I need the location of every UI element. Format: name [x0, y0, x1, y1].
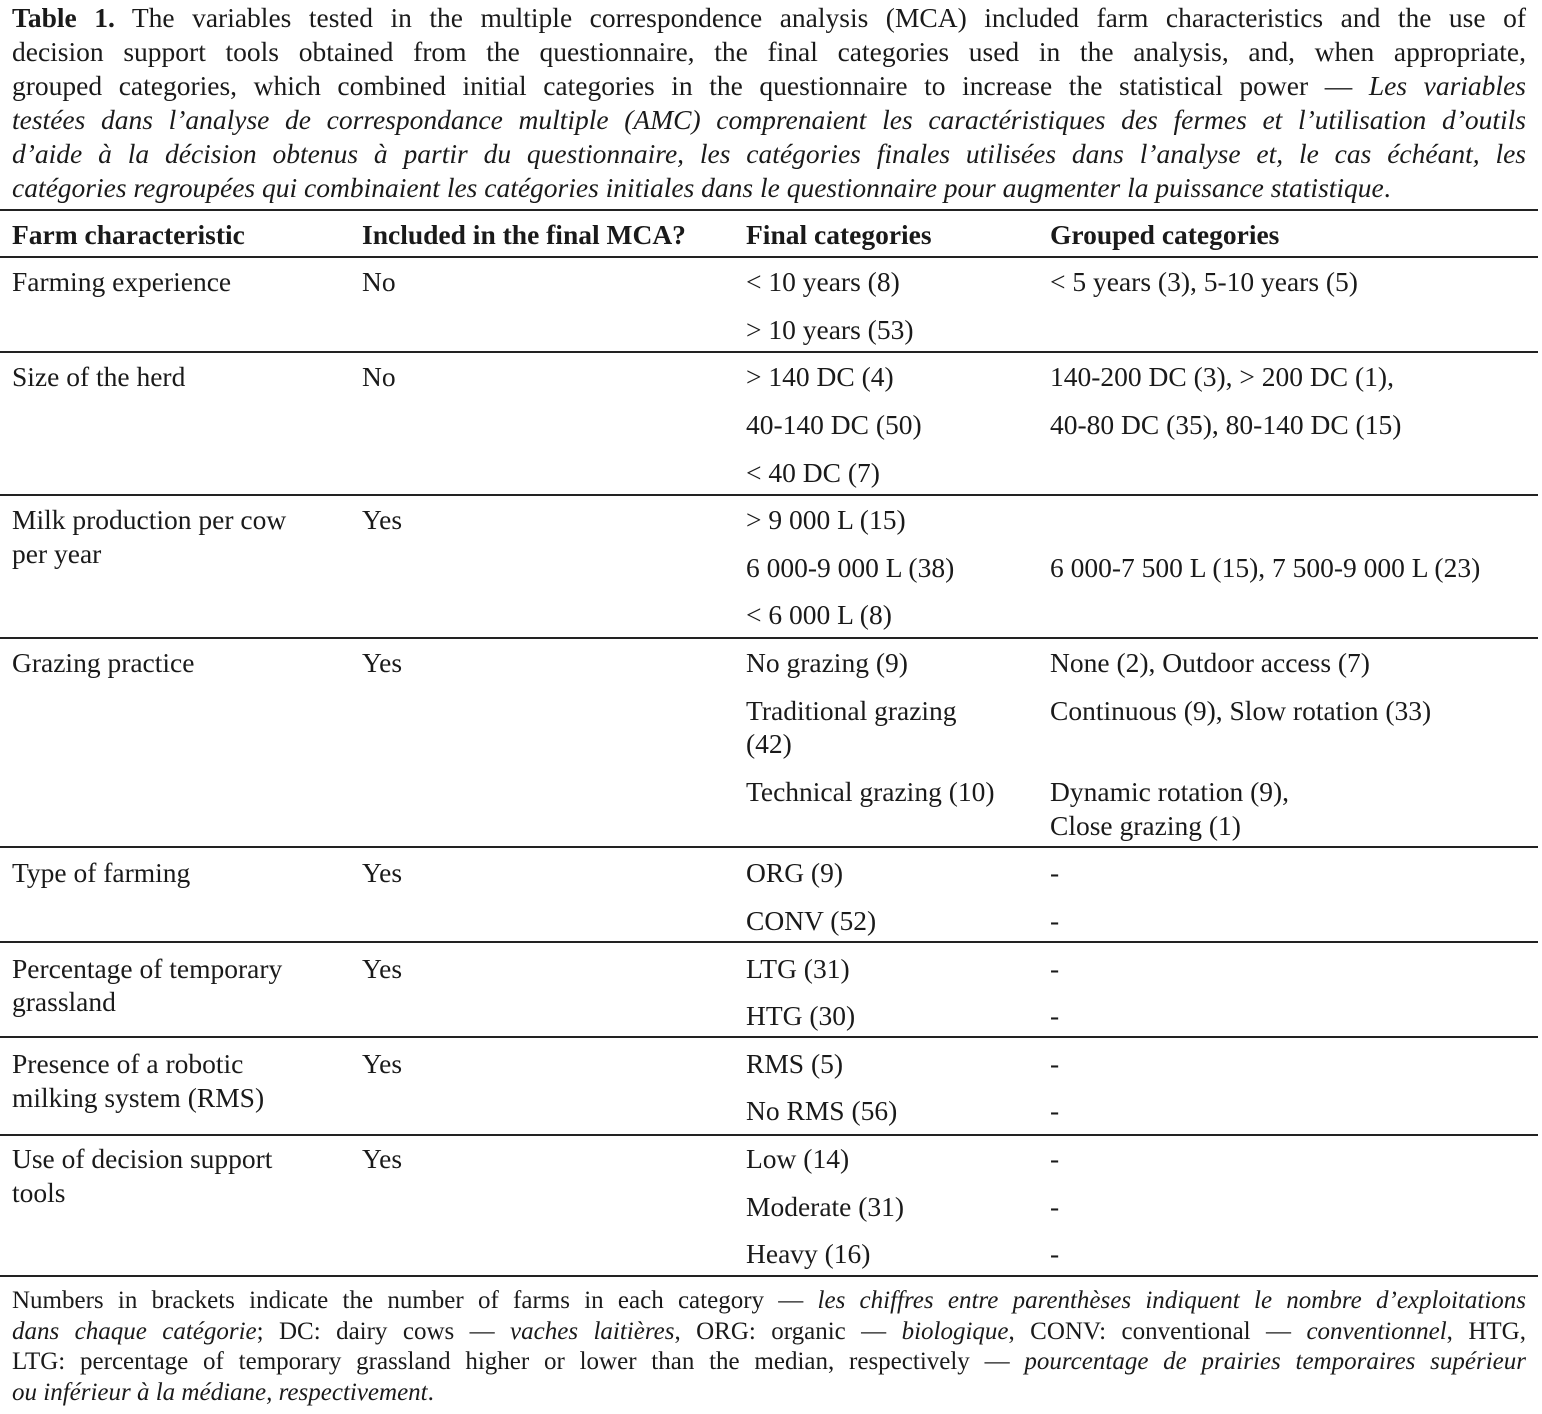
row-grouped-category: 40-80 DC (35), 80-140 DC (15) [1050, 409, 1402, 440]
header-grouped-categories: Grouped categories [1050, 219, 1280, 250]
row-grouped-category: - [1050, 1191, 1060, 1222]
header-rule [0, 256, 1538, 258]
row-grouped-category: 140-200 DC (3), > 200 DC (1), [1050, 361, 1394, 392]
bottom-rule [0, 1275, 1538, 1277]
table-caption [12, 1, 1526, 205]
row-grouped-category: 6 000-7 500 L (15), 7 500-9 000 L (23) [1050, 552, 1481, 583]
row-grouped-category: - [1050, 1238, 1060, 1269]
row-final-category: LTG (31) [746, 953, 850, 984]
row-included: Yes [362, 504, 403, 535]
row-rule [0, 1134, 1538, 1136]
row-rule [0, 846, 1538, 848]
row-final-category: (42) [746, 728, 792, 759]
row-final-category: Moderate (31) [746, 1191, 905, 1222]
row-grouped-category: - [1050, 905, 1060, 936]
row-farm-characteristic: Type of farming [12, 857, 191, 888]
row-final-category: Technical grazing (10) [746, 776, 995, 807]
row-final-category: CONV (52) [746, 905, 877, 936]
row-final-category: < 40 DC (7) [746, 457, 880, 488]
row-rule [0, 637, 1538, 639]
footnote-line: ou inférieur à la médiane, respectivement. [12, 1378, 434, 1406]
row-grouped-category: - [1050, 1143, 1060, 1174]
row-included: Yes [362, 1048, 403, 1079]
row-included: No [362, 266, 396, 297]
row-final-category: No RMS (56) [746, 1095, 898, 1126]
row-included: Yes [362, 857, 403, 888]
row-final-category: < 10 years (8) [746, 266, 900, 297]
caption-line: d’aide à la décision obtenus à partir du questionnaire, les catégories finales utilisées dans l’analyse et, le cas échéant, les [12, 138, 1526, 169]
row-grouped-category: - [1050, 953, 1060, 984]
row-final-category: > 10 years (53) [746, 314, 914, 345]
row-final-category: 40-140 DC (50) [746, 409, 922, 440]
row-grouped-category: - [1050, 857, 1060, 888]
row-farm-characteristic: Presence of a robotic [12, 1048, 244, 1079]
row-grouped-category: None (2), Outdoor access (7) [1050, 647, 1370, 678]
table-footnote [12, 1286, 1526, 1408]
row-final-category: < 6 000 L (8) [746, 599, 892, 630]
caption-line: Table 1. The variables tested in the multiple correspondence analysis (MCA) included farm characteristics and the use of [12, 2, 1526, 33]
row-grouped-category: Close grazing (1) [1050, 810, 1241, 841]
row-grouped-category: Dynamic rotation (9), [1050, 776, 1290, 807]
row-final-category: > 140 DC (4) [746, 361, 894, 392]
row-farm-characteristic: grassland [12, 986, 116, 1017]
caption-line: decision support tools obtained from the questionnaire, the final categories used in the analysis, and, when appropriate, [12, 36, 1526, 67]
row-included: No [362, 361, 396, 392]
caption-line: testées dans l’analyse de correspondance multiple (AMC) comprenaient les caractéristiques des fermes et l’utilisation d’outils [12, 104, 1526, 135]
footnote-line: LTG: percentage of temporary grassland higher or lower than the median, respectively — pourcentage de prairies temporaires supérieur [12, 1348, 1527, 1375]
row-final-category: Heavy (16) [746, 1238, 871, 1269]
top-rule [0, 209, 1538, 211]
row-final-category: > 9 000 L (15) [746, 504, 906, 535]
row-included: Yes [362, 647, 403, 678]
row-final-category: 6 000-9 000 L (38) [746, 552, 955, 583]
row-rule [0, 494, 1538, 496]
row-included: Yes [362, 1143, 403, 1174]
row-grouped-category: Continuous (9), Slow rotation (33) [1050, 695, 1432, 726]
caption-line: grouped categories, which combined initial categories in the questionnaire to increase the statistical power — Les variables [12, 70, 1526, 101]
row-final-category: Low (14) [746, 1143, 850, 1174]
row-farm-characteristic: Percentage of temporary [12, 953, 283, 984]
row-final-category: ORG (9) [746, 857, 844, 888]
row-grouped-category: - [1050, 1048, 1060, 1079]
table-label: Table 1. [12, 2, 115, 33]
row-grouped-category: - [1050, 1095, 1060, 1126]
row-rule [0, 351, 1538, 353]
header-final-categories: Final categories [746, 219, 932, 250]
row-grouped-category: - [1050, 1000, 1060, 1031]
row-farm-characteristic: Size of the herd [12, 361, 186, 392]
row-final-category: RMS (5) [746, 1048, 844, 1079]
caption-line: catégories regroupées qui combinaient les catégories initiales dans le questionnaire pour augmenter la puissance statistique. [12, 172, 1391, 203]
row-farm-characteristic: Grazing practice [12, 647, 195, 678]
row-farm-characteristic: milking system (RMS) [12, 1082, 265, 1113]
row-farm-characteristic: Milk production per cow [12, 504, 287, 535]
row-final-category: No grazing (9) [746, 647, 908, 678]
header-farm-characteristic: Farm characteristic [12, 219, 245, 250]
row-final-category: Traditional grazing [746, 695, 957, 726]
row-farm-characteristic: tools [12, 1177, 66, 1208]
row-farm-characteristic: Use of decision support [12, 1143, 273, 1174]
row-farm-characteristic: per year [12, 538, 102, 569]
row-grouped-category: < 5 years (3), 5-10 years (5) [1050, 266, 1358, 297]
row-rule [0, 1036, 1538, 1038]
footnote-line: Numbers in brackets indicate the number of farms in each category — les chiffres entre parenthèses indiquent le nombre d’exploitations [12, 1287, 1526, 1314]
header-included: Included in the final MCA? [362, 219, 686, 250]
row-rule [0, 941, 1538, 943]
footnote-line: dans chaque catégorie; DC: dairy cows — vaches laitières, ORG: organic — biologique, CONV: conventional — conventionnel, HTG, [12, 1317, 1526, 1345]
row-included: Yes [362, 953, 403, 984]
row-farm-characteristic: Farming experience [12, 266, 232, 297]
row-final-category: HTG (30) [746, 1000, 856, 1031]
